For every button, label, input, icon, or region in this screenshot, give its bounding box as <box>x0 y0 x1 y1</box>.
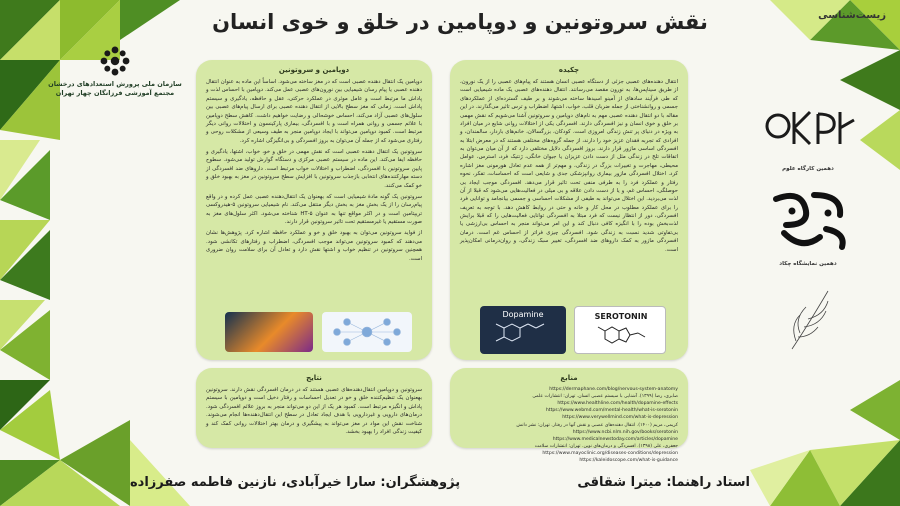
dopamine-paragraph: از فواید سروتونین می‌توان به بهبود خلق و خو و عملکرد حافظه اشاره کرد. پژوهش‌ها نشان می‌دهند که کمبود سروتونین می‌تواند موجب افسردگی، اضطراب و رفتارهای تکانشی شود. همچنین سروتونین در تنظیم خواب و اشتها نقش دارد و تعادل آن برای سلامت روان ضروری است. <box>206 230 422 262</box>
serotonin-structure-image <box>574 306 666 354</box>
dopamine-body <box>206 78 422 263</box>
conclusion-heading: نتایج <box>306 374 322 382</box>
science-workshop-logo <box>758 100 858 172</box>
reference-item: صابری، رضا (۱۳۹۹). آشنایی با سیستم عصبی انسان. تهران: انتشارات علمی <box>532 394 678 400</box>
reference-item: جعفری، علی (۱۳۹۸). افسردگی و درمان‌های نوین. تهران: انتشارات سلامت <box>534 443 678 449</box>
dopamine-paragraph: سروتونین یک انتقال دهنده عصبی است که نقش مهمی در خلق و خو، خواب، اشتها، یادگیری و حافظه ایفا می‌کند. این ماده در سیستم عصبی مرکزی و دستگاه گوارش تولید می‌شود. سطوح پایین سروتونین با افسردگی، اضطراب و اختلالات خواب مرتبط است. داروهای ضد افسردگی از دسته مهارکننده‌های انتخابی بازجذب سروتونین با افزایش سطح سروتونین در مغز به بهبود خلق و خو کمک می‌کنند. <box>206 149 422 189</box>
references-heading: منابع <box>560 374 578 382</box>
references-panel <box>450 368 688 464</box>
supervisor-name: استاد راهنما: میترا شقاقی <box>577 475 750 490</box>
reference-item: https://www.healthline.com/health/dopamine-effects <box>557 401 678 407</box>
serotonin-image-label: SEROTONIN <box>594 312 648 321</box>
organization-name <box>40 80 190 98</box>
references-list <box>460 386 678 464</box>
abstract-body <box>460 78 678 254</box>
authors-footer <box>130 475 750 490</box>
feather-logo-icon <box>780 285 840 355</box>
logo1-caption: دهمین کارگاه علوم <box>782 166 834 172</box>
reference-item: https://kaleidoscope.com/what-is-guidance <box>579 458 678 464</box>
chakad-exhibition-logo <box>762 185 854 267</box>
reference-item: https://dermaphane.com/blog/nervous-system-anatomy <box>549 387 678 392</box>
left-triangle-pattern <box>0 0 190 506</box>
subject-label: زیست‌شناسی <box>818 10 886 21</box>
neuron-network-image <box>322 312 412 352</box>
organization-line1: سازمان ملی پرورش استعدادهای درخشان <box>48 80 182 88</box>
dopamine-structure-image <box>480 306 566 354</box>
poster-title: نقش سروتونین و دوپامین در خلق و خوی انسان <box>212 10 708 34</box>
conclusion-body: سروتونین و دوپامین انتقال‌دهنده‌های عصبی هستند که در درمان افسردگی نقش دارند. سروتونین بهعنوان یک تنظیم‌کننده خلق و خو در تعدیل احساسات و رفتار دخیل است و دوپامین با سیستم پاداش و انگیزه مرتبط است. کمبود هر یک از این دو می‌تواند منجر به بروز علائم افسردگی شود. درمان‌های دارویی و غیردارویی با هدف ایجاد تعادل در سطح این انتقال‌دهنده‌ها انجام می‌شوند. شناخت نقش این مواد در مغز می‌تواند به پیشگیری و درمان بهتر اختلالات روانی کمک کند و کیفیت زندگی افراد را بهبود بخشد. <box>206 387 422 435</box>
logo2-caption: دهمین نمایشگاه چکاد <box>779 261 837 267</box>
conclusion-panel <box>196 368 432 448</box>
organization-line2: مجتمع آموزشی فرزانگان چهار تهران <box>55 88 175 97</box>
reference-item: https://www.mayoclinic.org/diseases-conditions/depression <box>542 450 678 456</box>
dopamine-paragraph: سروتونین یک گونه مادهٔ شیمیایی است که بهعنوان یک انتقال‌دهنده عصبی عمل کرده و در واقع پیام‌رسان را از یک بخش مغز به بخش دیگر منتقل می‌کند. نام شیمیایی سروتونین ۵-هیدروکسی تریپتامین است و در اکثر مواقع تنها به عنوان ۵-HT شناخته می‌شود. اکثر سلول‌های مغز به صورت مستقیم یا غیرمستقیم تحت تاثیر سروتونین قرار دارند. <box>206 193 422 225</box>
reference-item: https://www.medicalnewstoday.com/articles/dopamine <box>552 436 678 442</box>
reference-item: کریمی، مریم (۱۴۰۰). انتقال دهنده‌های عصبی و نقش آنها در رفتار. تهران: نشر دانش <box>516 422 678 428</box>
brain-illustration-image <box>225 312 313 352</box>
organization-logo-icon <box>98 44 132 78</box>
reference-item: https://www.webmd.com/mental-health/what-is-serotonin <box>545 408 678 414</box>
abstract-heading: چکیده <box>558 66 580 74</box>
reference-item: https://www.ncbi.nlm.nih.gov/books/serotonin <box>572 429 678 435</box>
science-workshop-logo-icon <box>758 100 858 160</box>
dopamine-image-label: Dopamine <box>502 310 544 319</box>
dopamine-heading: دوپامین و سروتونین <box>278 66 350 74</box>
researchers-names: پژوهشگران: سارا خیرآبادی، نازنین فاطمه صفرزاده <box>130 475 461 490</box>
dopamine-paragraph: دوپامین یک انتقال دهنده عصبی است که در مغز ساخته می‌شود. اساساً این ماده به عنوان انتقال دهنده عصبی یا پیام رسان شیمیایی بین نورون‌های عصبی عمل می‌کند. دوپامین با احساس لذت و پاداش ما مرتبط است و عامل موثری در عملکرد حرکتی، عقل و حافظه، یادگیری و سیستم پاداش است. زمانی که مغز سطح بالایی از انتقال دهنده عصبی برای ارسال پیام‌های عصبی بین سلول‌های عصبی آزاد می‌کند، احساس خوشحالی و رضایت خواهیم داشت. کاهش سطح دوپامین با علائم جسمی و روانی همراه است و با افسردگی، بیماری پارکینسون و اختلالات روانی دیگر مرتبط است. کمبود دوپامین می‌تواند با ایجاد دوپامین منجر به طیف وسیعی از مشکلات روحی و رفتاری می‌شود که از جمله آن می‌توان به بروز افسردگی و بی‌انگیزگی اشاره کرد. <box>206 79 422 144</box>
reference-item: https://www.verywellmind.com/what-is-depression <box>562 415 678 421</box>
abstract-paragraph: انتقال دهنده‌های عصبی جزئی از دستگاه عصبی انسان هستند که پیام‌های عصبی را از یک نورون، از طریق سیناپس‌ها، به نورون مقصد می‌رسانند. انتقال دهنده‌های عصبی یک ماده شیمیایی است که طی فرآیند سادهای از آمینو اسیدها ساخته می‌شوند و بر طیف گسترده‌ای از عملکردهای جسمی و روانشناختی از جمله ضربان قلب، خواب، اشتها، اضطراب و ترس تاثیر می‌گذارند. در این مقاله با دو انتقال دهنده عصبی مهم به نام‌های دوپامین و سروتونین آشنا می‌شویم که نقش مهمی بر خلق و خوی انسان و نیز افسردگی دارند. افسردگی یکی از اختلالات روانی شایع در میان افراد به ویژه در دنیای پر تنش زندگی امروزی است. کودکان، بزرگسالان، خانم‌های باردار، سالمندان، و افرادی که تجربه فقدان عزیز خود را دارند، از جمله گروه‌های مختلفی هستند که در معرض ابتلا به افسردگی اساسی مازور قرار دارند. بروز افسردگی دلایل مختلفی دارد که از آن میان می‌توان به اتفاقات تلخ در زندگی مثل از دست دادن عزیزان یا جیوان خانگی، ژنتیک فرد، استرس، عوامل محیطی، مهاجرت و تغییرات بزرگ در زندگی، و مهم‌تر از همه عدم تعادل هورمونی مغز اشاره کرد. اختلال افسردگی مازور بیماری روانپزشکی جدی و شایعی است که احساسات، تفکر، نحوه رفتار و عملکرد فرد را به طرفی منفی تحت تاثیر قرار می‌دهد. افسردگی موجب ایجاد بی حوصلگی، احساس غم، و یا از دست دادن علاقه و بی میلی در فعالیت‌هایی می‌شود که قبلا از آن لذت می‌بردید. این اختلال می‌تواند به طیفی از مشکلات احساسی و جسمی بیانجامد و توانایی فرد را برای عملکرد مطلوب در محل کار و خانه و حتی در روابط کاهش دهد. با توجه به تعریف افسردگی، دور از انتظار نیست که فرد مبتلا به افسردگی توانایی فعالیت‌هایی را که قبلا برایش لذت‌بخش بوده را با انگیزه کافی دنبال کند و این امر می‌تواند منجر به احساس بی‌ارزشی یا بی‌تفاوتی شدید نسبت به زندگی شود. افسردگی چیزی فراتر از احساس غم است. درمان افسردگی مازور به کمک داروهای ضد افسردگی، تغییر سبک زندگی، و روان‌درمانی امکان‌پذیر است. <box>460 79 678 253</box>
chakad-logo-icon <box>762 185 854 255</box>
